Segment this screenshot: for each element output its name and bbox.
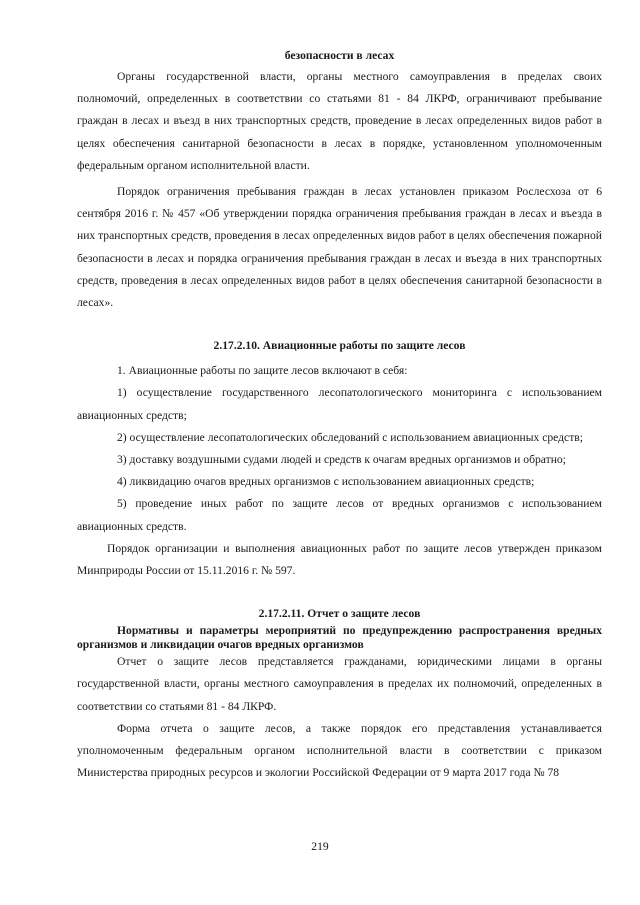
list-item-1: 1) осуществление государственного лесопатологического мониторинга с использованием авиационных средств; xyxy=(77,386,602,422)
paragraph-report: Отчет о защите лесов представляется гражданами, юридическими лицами в органы государственной власти, органы местного самоуправления в пределах их полномочий, определенных в соответствии со статьями 81 - 84 ЛКРФ. xyxy=(77,655,602,713)
list-item-3: 3) доставку воздушными судами людей и средств к очагам вредных организмов и обратно; xyxy=(117,453,566,467)
section-heading-2-17-2-11: 2.17.2.11. Отчет о защите лесов xyxy=(258,607,421,621)
paragraph-authorities: Органы государственной власти, органы местного самоуправления в пределах своих полномочий, определенных в соответствии со статьями 81 - 84 ЛКРФ, ограничивают пребывание граждан в лесах и въезд в них транспортных средств, проведение в лесах определенных видов работ в целях обеспечения санитарной безопасности в лесах в порядке, установленном уполномоченным федеральным органом исполнительной власти. xyxy=(77,70,602,172)
list-item-4: 4) ликвидацию очагов вредных организмов с использованием авиационных средств; xyxy=(117,475,535,489)
list-item-5: 5) проведение иных работ по защите лесов от вредных организмов с использованием авиационных средств. xyxy=(77,497,602,533)
list-intro: 1. Авиационные работы по защите лесов включают в себя: xyxy=(117,364,408,378)
page-number: 219 xyxy=(311,840,329,853)
paragraph-restriction-order: Порядок ограничения пребывания граждан в лесах установлен приказом Рослесхоза от 6 сентября 2016 г. № 457 «Об утверждении порядка ограничения пребывания граждан в лесах и въезда в них транспортных средств, проведения в лесах определенных видов работ в целях обеспечения пожарной безопасности в лесах и порядка ограничения пребывания граждан в лесах и въезда в них транспортных средств, проведения в лесах определенных видов работ в целях обеспечения санитарной безопасности в лесах». xyxy=(77,185,602,310)
section-heading-2-17-2-10: 2.17.2.10. Авиационные работы по защите лесов xyxy=(213,339,466,353)
paragraph-report-form: Форма отчета о защите лесов, а также порядок его представления устанавливается уполномоченным федеральным органом исполнительной власти в соответствии с приказом Министерства природных ресурсов и экологии Российской Федерации от 9 марта 2017 года № 78 xyxy=(77,721,602,780)
section-heading-top: безопасности в лесах xyxy=(284,49,395,62)
list-item-2: 2) осуществление лесопатологических обследований с использованием авиационных средств; xyxy=(117,430,583,444)
page-content xyxy=(77,46,602,784)
paragraph-aviation-order: Порядок организации и выполнения авиационных работ по защите лесов утвержден приказом Минприроды России от 15.11.2016 г. № 597. xyxy=(77,541,602,578)
section-subheading: Нормативы и параметры мероприятий по предупреждению распространения вредных организмов и ликвидации очагов вредных организмов xyxy=(77,624,602,651)
